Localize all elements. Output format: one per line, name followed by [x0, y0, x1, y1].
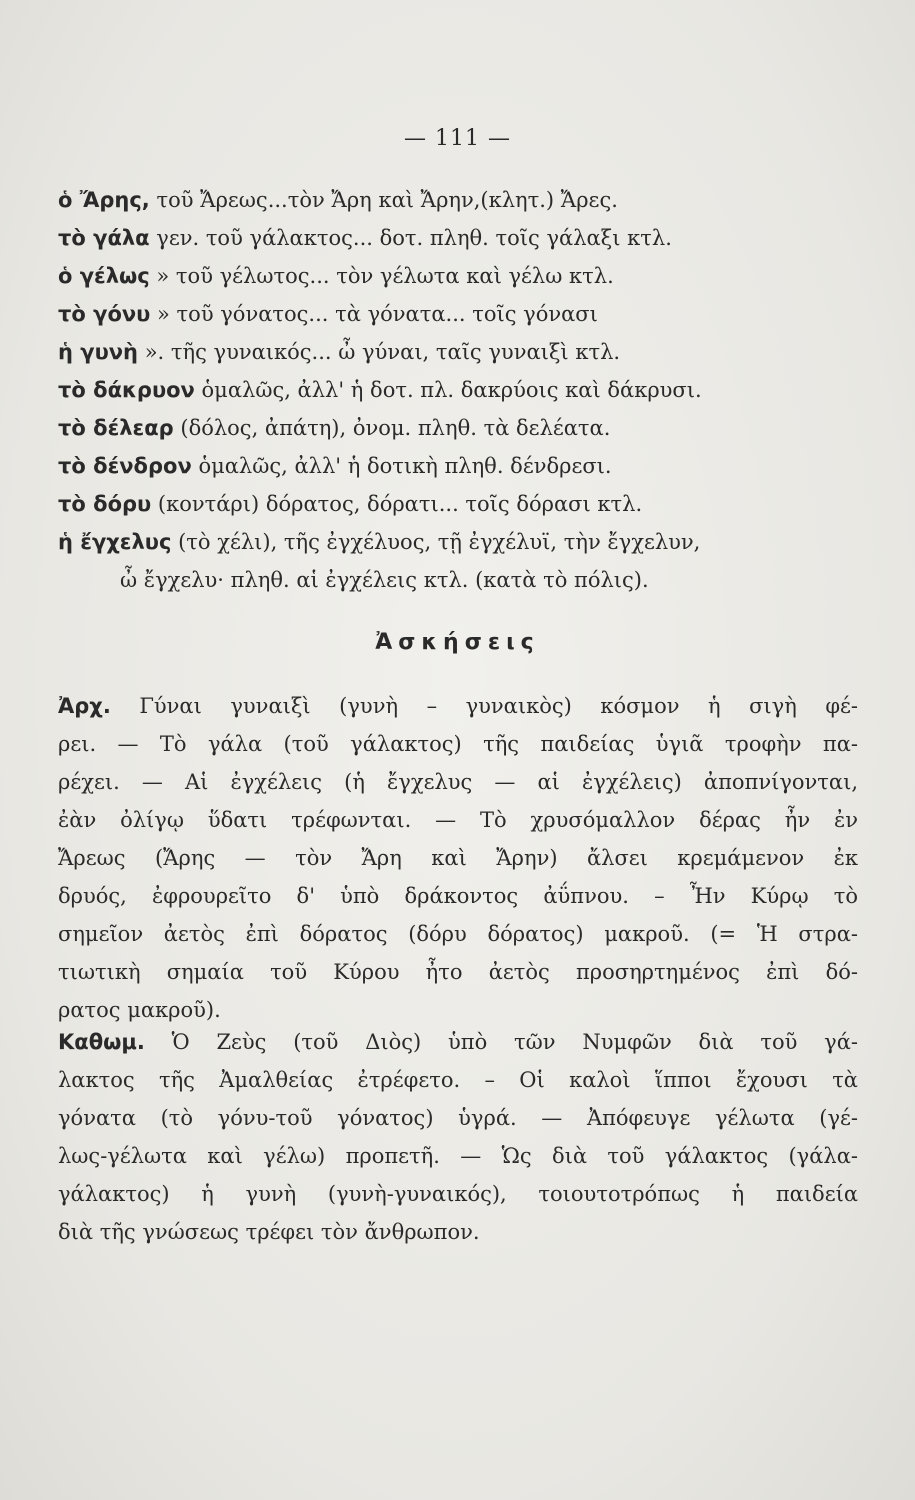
exercises-heading: Ἀσκήσεις [375, 630, 540, 655]
declension-line [58, 409, 858, 447]
declension-continuation: ὦ ἔγχελυ· πληθ. αἱ ἐγχέλεις κτλ. (κατὰ τὸ πόλις). [120, 568, 649, 592]
declension-keyword: τὸ γόνυ [58, 302, 151, 326]
paragraph-line: γόνατα (τὸ γόνυ-τοῦ γόνατος) ὑγρά. — Ἀπόφευγε γέλωτα (γέ- [58, 1106, 858, 1130]
declension-line [58, 447, 858, 485]
declension-keyword: τὸ δέλεαρ [58, 416, 174, 440]
paragraph-line: σημεῖον ἀετὸς ἐπὶ δόρατος (δόρυ δόρατος) μακροῦ. (= Ἡ στρα- [58, 922, 858, 946]
exercise-paragraph-archaic [58, 687, 858, 1029]
declension-forms: » τοῦ γόνατος... τὰ γόνατα... τοῖς γόνασι [150, 302, 598, 326]
declension-line [58, 219, 858, 257]
declension-keyword: τὸ δάκρυον [58, 378, 195, 402]
declension-line [58, 333, 858, 371]
paragraph-lead: Ἀρχ. [58, 694, 111, 718]
declension-keyword: τὸ δόρυ [58, 492, 152, 516]
declension-keyword: τὸ γάλα [58, 226, 150, 250]
declension-line [58, 523, 858, 561]
declension-list [58, 181, 858, 599]
declension-forms: τοῦ Ἄρεως...τὸν Ἄρη καὶ Ἄρην,(κλητ.) Ἄρες. [149, 188, 618, 212]
paragraph-line: Ἄρεως (Ἄρης — τὸν Ἄρη καὶ Ἄρην) ἄλσει κρεμάμενον ἐκ [58, 846, 858, 870]
declension-forms: (δόλος, ἀπάτη), ὀνομ. πληθ. τὰ δελέατα. [173, 416, 611, 440]
paragraph-line: ἐὰν ὀλίγῳ ὕδατι τρέφωνται. — Τὸ χρυσόμαλλον δέρας ἦν ἐν [58, 808, 858, 832]
declension-forms: » τοῦ γέλωτος... τὸν γέλωτα καὶ γέλω κτλ. [149, 264, 614, 288]
declension-keyword: τὸ δένδρον [58, 454, 192, 478]
paragraph-line: τιωτικὴ σημαία τοῦ Κύρου ἦτο ἀετὸς προσηρτημένος ἐπὶ δό- [58, 960, 858, 984]
paragraph-line: ρατος μακροῦ). [58, 998, 221, 1022]
declension-keyword: ἡ γυνὴ [58, 340, 139, 364]
paragraph-line: δρυός, ἐφρουρεῖτο δ' ὑπὸ δράκοντος ἀΰπνου. – Ἦν Κύρῳ τὸ [58, 884, 858, 908]
declension-line [58, 257, 858, 295]
exercise-paragraph-common [58, 1023, 858, 1251]
paragraph-line: λως-γέλωτα καὶ γέλω) προπετῆ. — Ὡς διὰ τοῦ γάλακτος (γάλα- [58, 1144, 858, 1168]
declension-forms: ». τῆς γυναικός... ὦ γύναι, ταῖς γυναιξὶ κτλ. [138, 340, 621, 364]
paragraph-line: διὰ τῆς γνώσεως τρέφει τὸν ἄνθρωπον. [58, 1220, 480, 1244]
paragraph-lead: Καθωμ. [58, 1030, 145, 1054]
paragraph-text: Ὁ Ζεὺς (τοῦ Διὸς) ὑπὸ τῶν Νυμφῶν διὰ τοῦ γά- [144, 1030, 858, 1054]
declension-line [58, 181, 858, 219]
paragraph-line: ρει. — Τὸ γάλα (τοῦ γάλακτος) τῆς παιδείας ὑγιᾶ τροφὴν πα- [58, 732, 858, 756]
declension-forms: (τὸ χέλι), τῆς ἐγχέλυος, τῇ ἐγχέλυϊ, τὴν ἔγχελυν, [171, 530, 701, 554]
declension-line [58, 485, 858, 523]
declension-keyword: ἡ ἔγχελυς [58, 530, 172, 554]
paragraph-line [58, 687, 858, 725]
declension-forms: (κοντάρι) δόρατος, δόρατι... τοῖς δόρασι κτλ. [151, 492, 643, 516]
declension-forms: γεν. τοῦ γάλακτος... δοτ. πληθ. τοῖς γάλαξι κτλ. [149, 226, 672, 250]
declension-line [58, 371, 858, 409]
paragraph-line: γάλακτος) ἡ γυνὴ (γυνὴ-γυναικός), τοιουτοτρόπως ἡ παιδεία [58, 1182, 858, 1206]
declension-forms: ὁμαλῶς, ἀλλ' ἡ δοτ. πλ. δακρύοις καὶ δάκρυσι. [194, 378, 702, 402]
paragraph-text: Γύναι γυναιξὶ (γυνὴ – γυναικὸς) κόσμον ἡ σιγὴ φέ- [110, 694, 858, 718]
page-number: — 111 — [404, 126, 511, 151]
declension-forms: ὁμαλῶς, ἀλλ' ἡ δοτικὴ πληθ. δένδρεσι. [191, 454, 612, 478]
declension-keyword: ὁ Ἄρης, [58, 188, 150, 212]
declension-keyword: ὁ γέλως [58, 264, 150, 288]
paragraph-line: ρέχει. — Αἱ ἐγχέλεις (ἡ ἔγχελυς — αἱ ἐγχέλεις) ἀποπνίγονται, [58, 770, 858, 794]
paragraph-line: λακτος τῆς Ἀμαλθείας ἐτρέφετο. – Οἱ καλοὶ ἵπποι ἔχουσι τὰ [58, 1068, 858, 1092]
paragraph-line [58, 1023, 858, 1061]
declension-line [58, 295, 858, 333]
